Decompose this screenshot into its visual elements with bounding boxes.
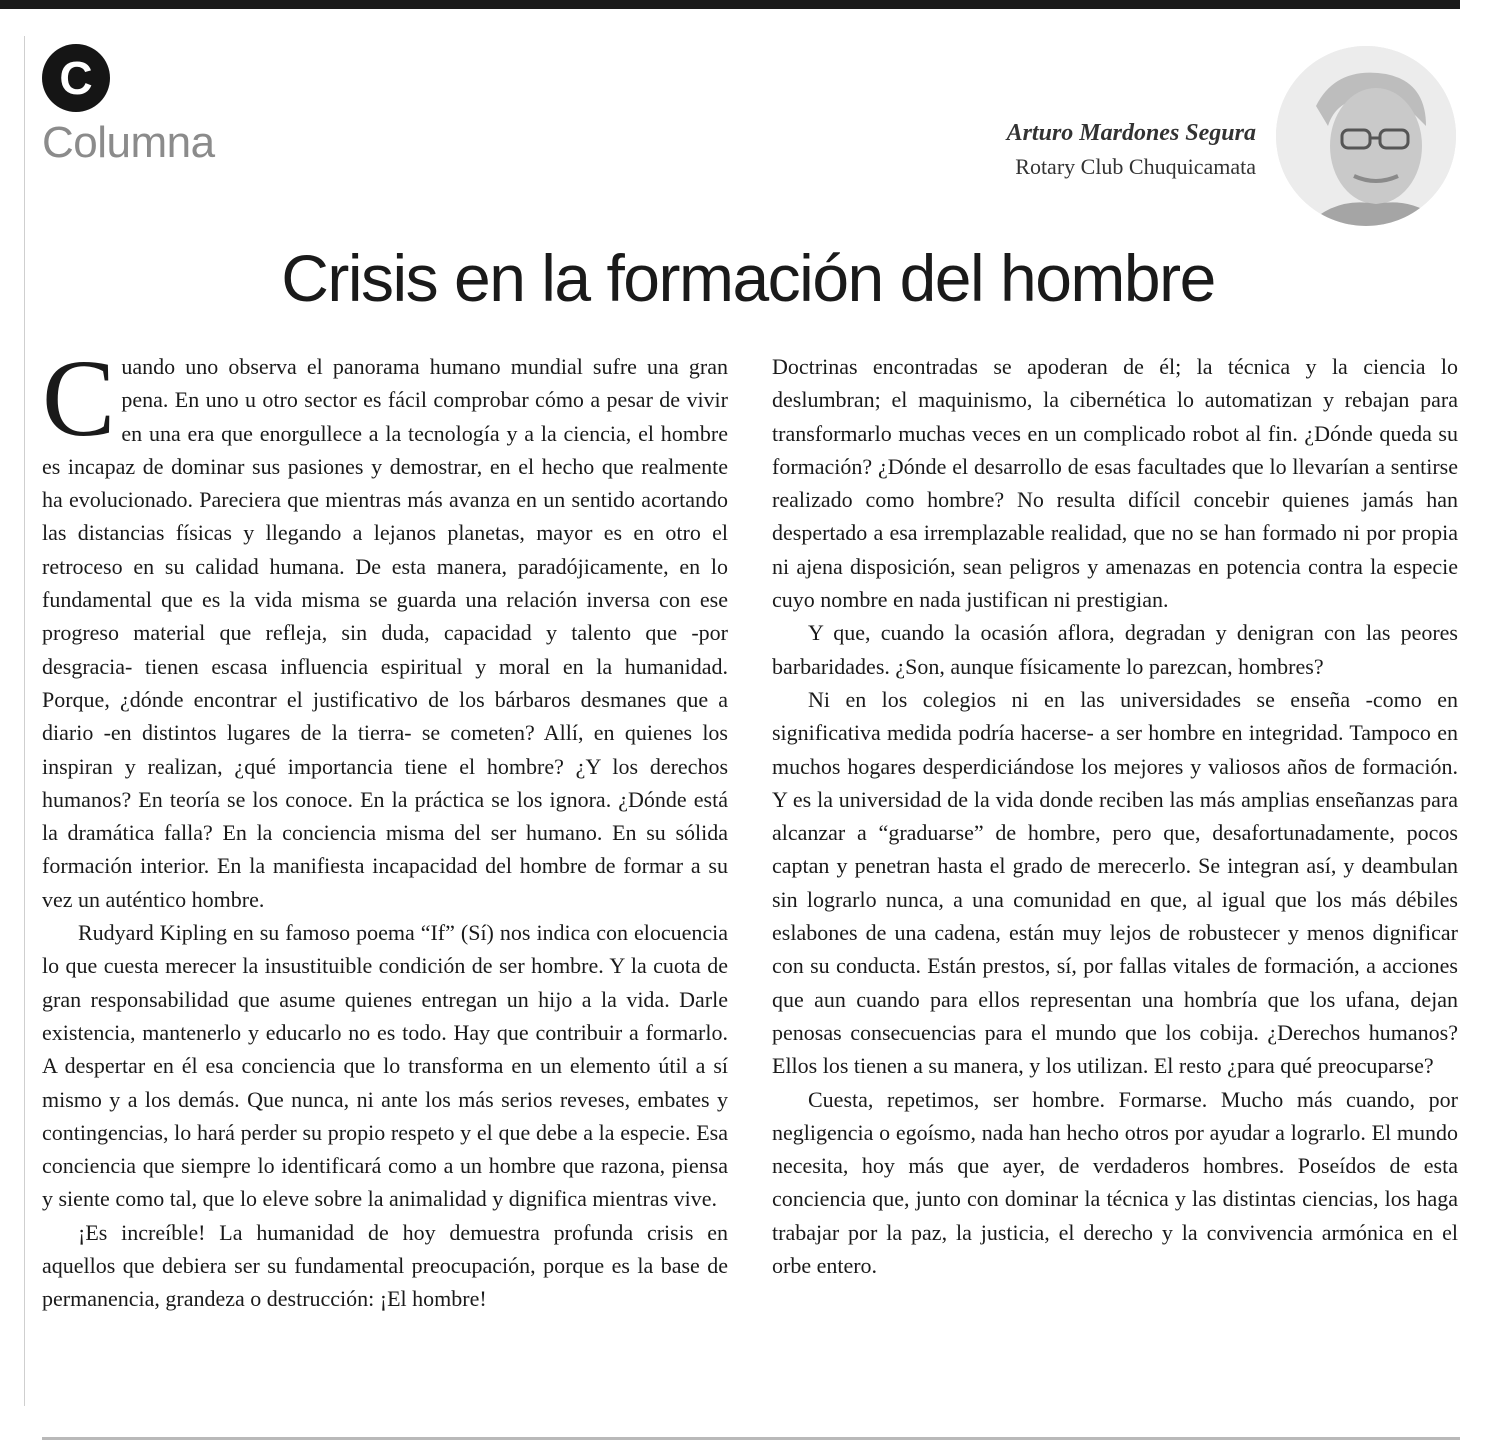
article-headline: Crisis en la formación del hombre <box>281 241 1215 315</box>
article-paragraph: Doctrinas encontradas se apoderan de él; la técnica y la ciencia lo deslumbran; el maquinismo, la cibernética lo automatizan y rebajan para transformarlo muchas veces en un complicado robot al fin. ¿Dónde queda su formación? ¿Dónde el desarrollo de esas facultades que lo llevarían a sentirse realizado como hombre? No resulta difícil concebir quienes jamás han despertado a esa irremplazable realidad, que no se han formado ni por propia ni ajena disposición, sean peligros y amenazas en potencia contra la especie cuyo nombre en nada justifican ni prestigian. <box>772 354 1458 613</box>
top-rule <box>0 0 1460 9</box>
author-photo <box>1276 46 1456 226</box>
author-organization: Rotary Club Chuquicamata <box>1015 154 1256 179</box>
article-paragraph: ¡Es increíble! La humanidad de hoy demuestra profunda crisis en aquellos que debiera ser su fundamental preocupación, porque es la base de permanencia, grandeza o destrucción: ¡El hombre! <box>42 1219 728 1312</box>
section-label: Columna <box>42 118 215 167</box>
article-paragraph: Ni en los colegios ni en las universidades se enseña -como en significativa medida podría hacerse- a ser hombre en integridad. Tampoco en muchos hogares desperdiciándose los mejores y valiosos años de formación. Y es la universidad de la vida donde reciben las más amplias enseñanzas para alcanzar a “graduarse” de hombre, pero que, desafortunadamente, pocos captan y penetran hasta el grado de merecerlo. Se integran así, y deambulan sin lograrlo nunca, a una comunidad en que, al igual que los más débiles eslabones de una cadena, están muy lejos de robustecer y menos dignificar con su conducta. Están prestos, sí, por fallas vitales de formación, a acciones que aun cuando para ellos representan una hombría que los ufana, dejan penosas consecuencias para el mundo que los cobija. ¿Derechos humanos? Ellos los tienen a su manera, y los utilizan. El resto ¿para qué preocuparse? <box>772 686 1458 1079</box>
author-name: Arturo Mardones Segura <box>1006 120 1256 146</box>
section-badge: C <box>42 44 110 112</box>
article-paragraph: Cuesta, repetimos, ser hombre. Formarse. Mucho más cuando, por negligencia o egoísmo, nada han hecho otros por ayudar a lograrlo. El mundo necesita, hoy más que ayer, de verdaderos hombres. Poseídos de esta conciencia que, junto con dominar la técnica y las distintas ciencias, los haga trabajar por la paz, la justicia, el derecho y la convivencia armónica en el orbe entero. <box>772 1086 1458 1279</box>
author-portrait-image <box>1276 46 1456 226</box>
article-paragraph: Y que, cuando la ocasión aflora, degradan y denigran con las peores barbaridades. ¿Son, aunque físicamente lo parezcan, hombres? <box>772 620 1458 679</box>
article-paragraph <box>42 337 728 916</box>
paragraph-text: uando uno observa el panorama humano mundial sufre una gran pena. En uno u otro sector es fácil comprobar cómo a pesar de vivir en una era que enorgullece a la tecnología y a la ciencia, el hombre es incapaz de dominar sus pasiones y demostrar, en el hecho que realmente ha evolucionado. Pareciera que mientras más avanza en un sentido acortando las distancias físicas y llegando a lejanos planetas, mayor es en otro el retroceso en su calidad humana. De esta manera, paradójicamente, en lo fundamental que es la vida misma se guarda una relación inversa con ese progreso material que refleja, sin duda, capacidad y talento que -por desgracia- tienen escasa influencia espiritual y moral en la humanidad. Porque, ¿dónde encontrar el justificativo de los bárbaros desmanes que a diario -en distintos lugares de la tierra- se cometen? Allí, en quienes los inspiran y realizan, ¿qué importancia tiene el hombre? ¿Y los derechos humanos? En teoría se los conoce. En la práctica se los ignora. ¿Dónde está la dramática falla? En la conciencia misma del ser humano. En su sólida formación interior. En la manifiesta incapacidad del hombre de formar a su vez un auténtico hombre. <box>42 354 728 912</box>
bottom-rule <box>42 1437 1460 1440</box>
article-paragraph: Rudyard Kipling en su famoso poema “If” (Sí) nos indica con elocuencia lo que cuesta merecer la insustituible condición de ser hombre. Y la cuota de gran responsabilidad que asume quienes entregan un hijo a la vida. Darle existencia, mantenerlo y educarlo no es todo. Hay que contribuir a formarlo. A despertar en él esa conciencia que lo transforma en un elemento útil a sí mismo y a los demás. Que nunca, ni ante los más serios reveses, embates y contingencias, lo hará perder su propio respeto y el que debe a la especie. Esa conciencia que siempre lo identificará como a un hombre que razona, piensa y siente como tal, que lo eleve sobre la animalidad y dignifica mientras vive. <box>42 920 728 1212</box>
article-column-left <box>42 337 728 1316</box>
byline <box>1007 116 1256 184</box>
drop-cap: C <box>42 337 116 459</box>
article-column-right <box>772 350 1458 1282</box>
